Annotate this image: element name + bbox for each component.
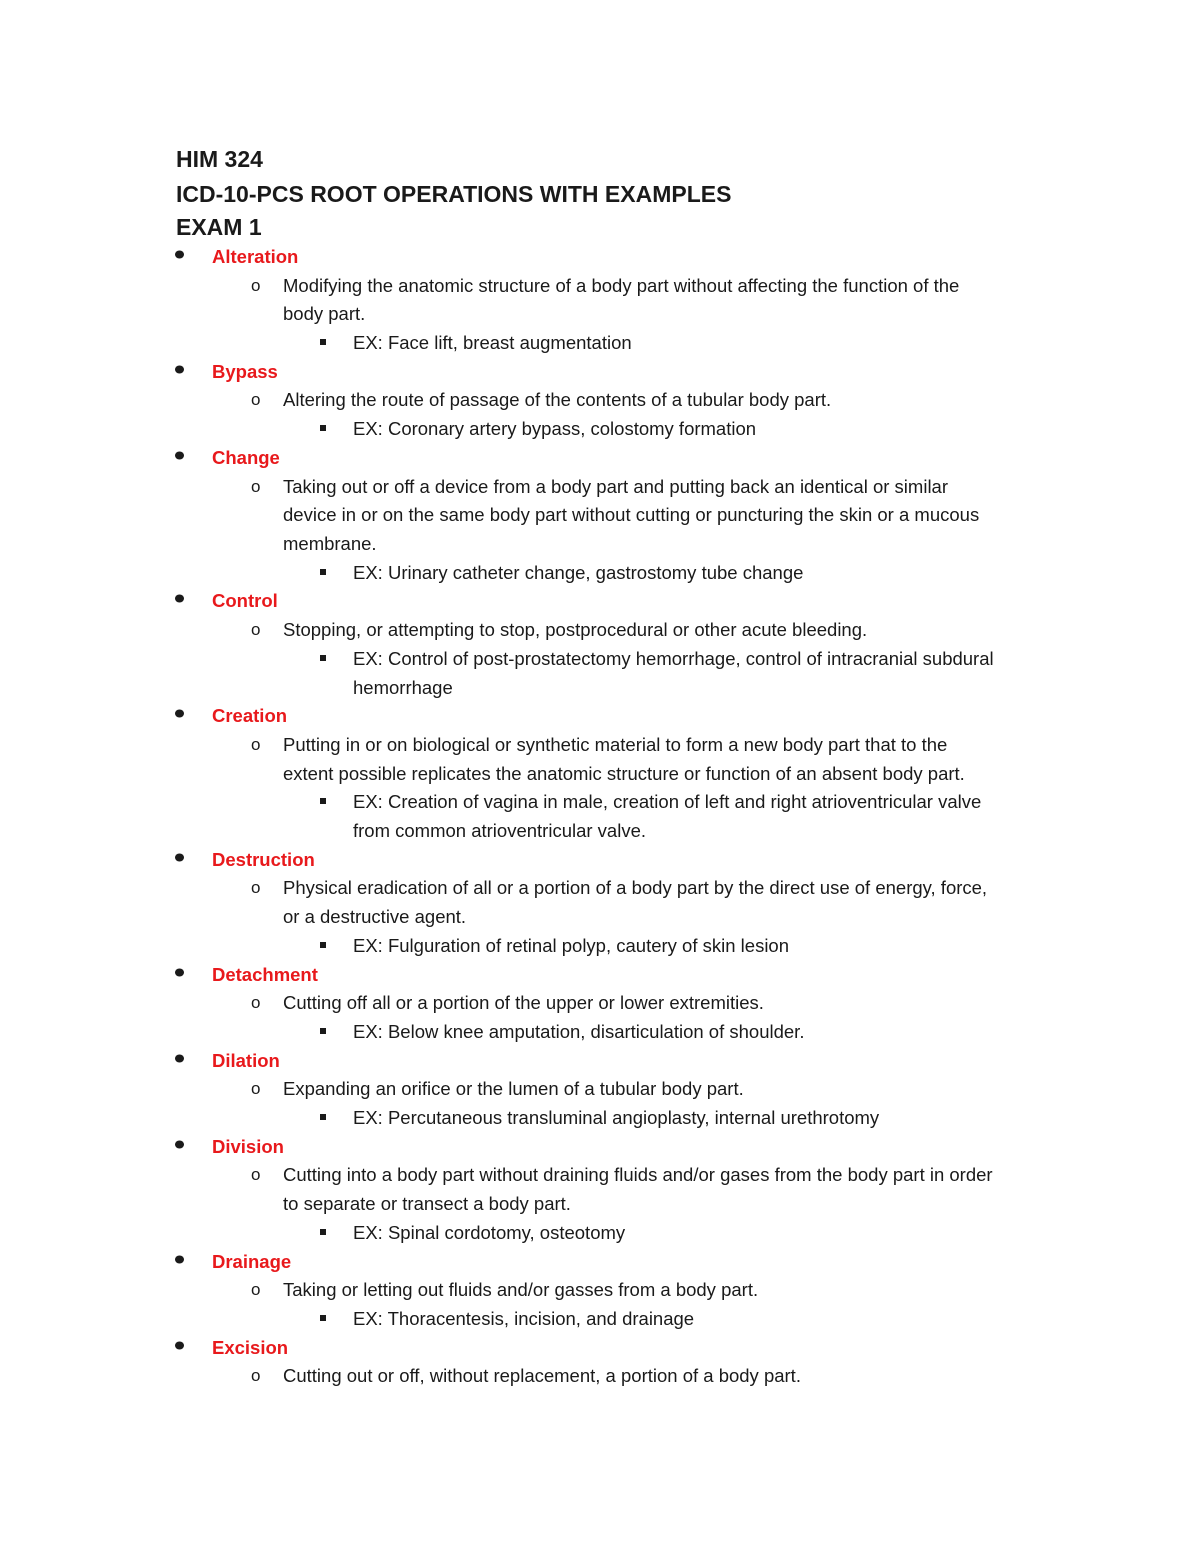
operation-definition-line-text: membrane. (283, 533, 377, 554)
operation-definition-line (251, 385, 832, 414)
operation-example-line-text: EX: Creation of vagina in male, creation of left and right atrioventricular valve (353, 791, 982, 812)
bullet-square-icon (320, 942, 326, 948)
bullet-circle-icon: o (251, 477, 261, 496)
operation-example-line (353, 328, 632, 357)
operation-definition-line (251, 873, 988, 902)
operation-definition-line-text: Putting in or on biological or synthetic material to form a new body part that to the (283, 734, 948, 755)
operation-example-line (353, 1103, 879, 1132)
operation-example-line-text: EX: Face lift, breast augmentation (353, 332, 632, 353)
operation-definition-line-text: body part. (283, 303, 366, 324)
document-title: ICD-10-PCS ROOT OPERATIONS WITH EXAMPLES (176, 181, 732, 207)
operation-term (212, 357, 278, 386)
operation-definition-line-text: Expanding an orifice or the lumen of a tubular body part. (283, 1078, 744, 1099)
operation-definition-line (251, 1275, 759, 1304)
operation-example-line-text: EX: Control of post-prostatectomy hemorrhage, control of intracranial subdural (353, 648, 994, 669)
operation-definition-line-text: Cutting out or off, without replacement, a portion of a body part. (283, 1365, 801, 1386)
operation-definition-line (283, 500, 979, 529)
operation-definition-line-text: Taking out or off a device from a body part and putting back an identical or similar (283, 476, 948, 497)
operation-example-line (353, 1017, 804, 1046)
operation-example-line (353, 1304, 694, 1333)
operation-definition-line-text: Cutting off all or a portion of the upper or lower extremities. (283, 992, 764, 1013)
operation-definition-line-text: Physical eradication of all or a portion of a body part by the direct use of energy, force, (283, 877, 988, 898)
operation-example-line-text: EX: Percutaneous transluminal angioplasty, internal urethrotomy (353, 1107, 880, 1128)
operation-term-text: Creation (212, 705, 288, 726)
bullet-square-icon (320, 655, 326, 661)
operation-term (212, 242, 298, 271)
operation-term-text: Bypass (212, 361, 278, 382)
operation-definition-line-text: extent possible replicates the anatomic structure or function of an absent body part. (283, 763, 965, 784)
operation-term (212, 701, 287, 730)
operation-example-line (353, 816, 646, 845)
operation-example-line-text: EX: Fulguration of retinal polyp, cautery of skin lesion (353, 935, 790, 956)
bullet-circle-icon: o (251, 735, 261, 754)
operation-definition-line (251, 1361, 801, 1390)
bullet-square-icon (320, 1229, 326, 1235)
operation-definition-line (251, 1160, 993, 1189)
operation-definition-line (283, 759, 965, 788)
bullet-circle-icon: o (251, 390, 261, 409)
operation-definition-line-text: to separate or transect a body part. (283, 1193, 571, 1214)
bullet-circle-icon: o (251, 1165, 261, 1184)
operation-definition-line (251, 988, 764, 1017)
operation-definition-line (283, 529, 377, 558)
operation-term (212, 1046, 280, 1075)
operation-example-line-text: EX: Thoracentesis, incision, and drainage (353, 1308, 695, 1329)
operation-example-line (353, 414, 756, 443)
operation-example-line-text: hemorrhage (353, 677, 453, 698)
operation-definition-line (251, 730, 948, 759)
bullet-disc-icon (175, 968, 184, 976)
bullet-circle-icon: o (251, 1280, 261, 1299)
operation-definition-line (283, 902, 466, 931)
operation-definition-line-text: Cutting into a body part without draining fluids and/or gases from the body part in order (283, 1164, 993, 1185)
operation-example-line (353, 673, 453, 702)
operation-term (212, 1132, 284, 1161)
bullet-circle-icon: o (251, 620, 261, 639)
operation-example-line-text: EX: Urinary catheter change, gastrostomy tube change (353, 562, 804, 583)
operation-term-text: Excision (212, 1337, 289, 1358)
operation-term-text: Alteration (212, 246, 299, 267)
course-code: HIM 324 (176, 146, 263, 172)
operation-example-line (353, 931, 789, 960)
bullet-disc-icon (175, 1054, 184, 1062)
operation-term-text: Destruction (212, 849, 315, 870)
operation-term (212, 1247, 291, 1276)
operation-definition-line (251, 1074, 744, 1103)
bullet-square-icon (320, 1315, 326, 1321)
bullet-square-icon (320, 569, 326, 575)
bullet-square-icon (320, 339, 326, 345)
operation-term-text: Division (212, 1136, 284, 1157)
bullet-circle-icon: o (251, 276, 261, 295)
operation-definition-line-text: Modifying the anatomic structure of a body part without affecting the function of the (283, 275, 960, 296)
operation-term-text: Drainage (212, 1251, 292, 1272)
operation-definition-line-text: device in or on the same body part without cutting or puncturing the skin or a mucous (283, 504, 980, 525)
operation-definition-line (283, 1189, 571, 1218)
operation-term-text: Detachment (212, 964, 318, 985)
operation-definition-line (251, 472, 948, 501)
operation-term (212, 1333, 288, 1362)
exam-label: EXAM 1 (176, 214, 262, 240)
bullet-disc-icon (175, 853, 184, 861)
operation-example-line (353, 558, 803, 587)
operation-definition-line (283, 299, 365, 328)
operation-definition-line (251, 271, 960, 300)
bullet-disc-icon (175, 250, 184, 258)
bullet-disc-icon (175, 594, 184, 602)
bullet-disc-icon (175, 1255, 184, 1263)
bullet-disc-icon (175, 451, 184, 459)
bullet-square-icon (320, 798, 326, 804)
operation-definition-line-text: Taking or letting out fluids and/or gasses from a body part. (283, 1279, 759, 1300)
operation-example-line-text: EX: Below knee amputation, disarticulation of shoulder. (353, 1021, 805, 1042)
operation-term-text: Change (212, 447, 280, 468)
operation-term (212, 845, 315, 874)
bullet-disc-icon (175, 1140, 184, 1148)
bullet-square-icon (320, 1028, 326, 1034)
operation-example-line-text: EX: Spinal cordotomy, osteotomy (353, 1222, 626, 1243)
operation-term (212, 443, 280, 472)
operation-example-line (353, 787, 981, 816)
operation-term (212, 586, 278, 615)
bullet-disc-icon (175, 1341, 184, 1349)
bullet-circle-icon: o (251, 878, 261, 897)
operation-definition-line-text: Stopping, or attempting to stop, postprocedural or other acute bleeding. (283, 619, 868, 640)
bullet-circle-icon: o (251, 993, 261, 1012)
operation-example-line-text: from common atrioventricular valve. (353, 820, 647, 841)
bullet-square-icon (320, 425, 326, 431)
operation-definition-line-text: Altering the route of passage of the contents of a tubular body part. (283, 389, 832, 410)
operation-term (212, 960, 318, 989)
operation-definition-line-text: or a destructive agent. (283, 906, 467, 927)
bullet-circle-icon: o (251, 1366, 261, 1385)
operation-definition-line (251, 615, 868, 644)
operation-term-text: Dilation (212, 1050, 280, 1071)
operation-example-line-text: EX: Coronary artery bypass, colostomy formation (353, 418, 757, 439)
operation-example-line (353, 644, 994, 673)
bullet-circle-icon: o (251, 1079, 261, 1098)
operation-term-text: Control (212, 590, 278, 611)
bullet-disc-icon (175, 365, 184, 373)
bullet-disc-icon (175, 709, 184, 717)
operation-example-line (353, 1218, 625, 1247)
bullet-square-icon (320, 1114, 326, 1120)
